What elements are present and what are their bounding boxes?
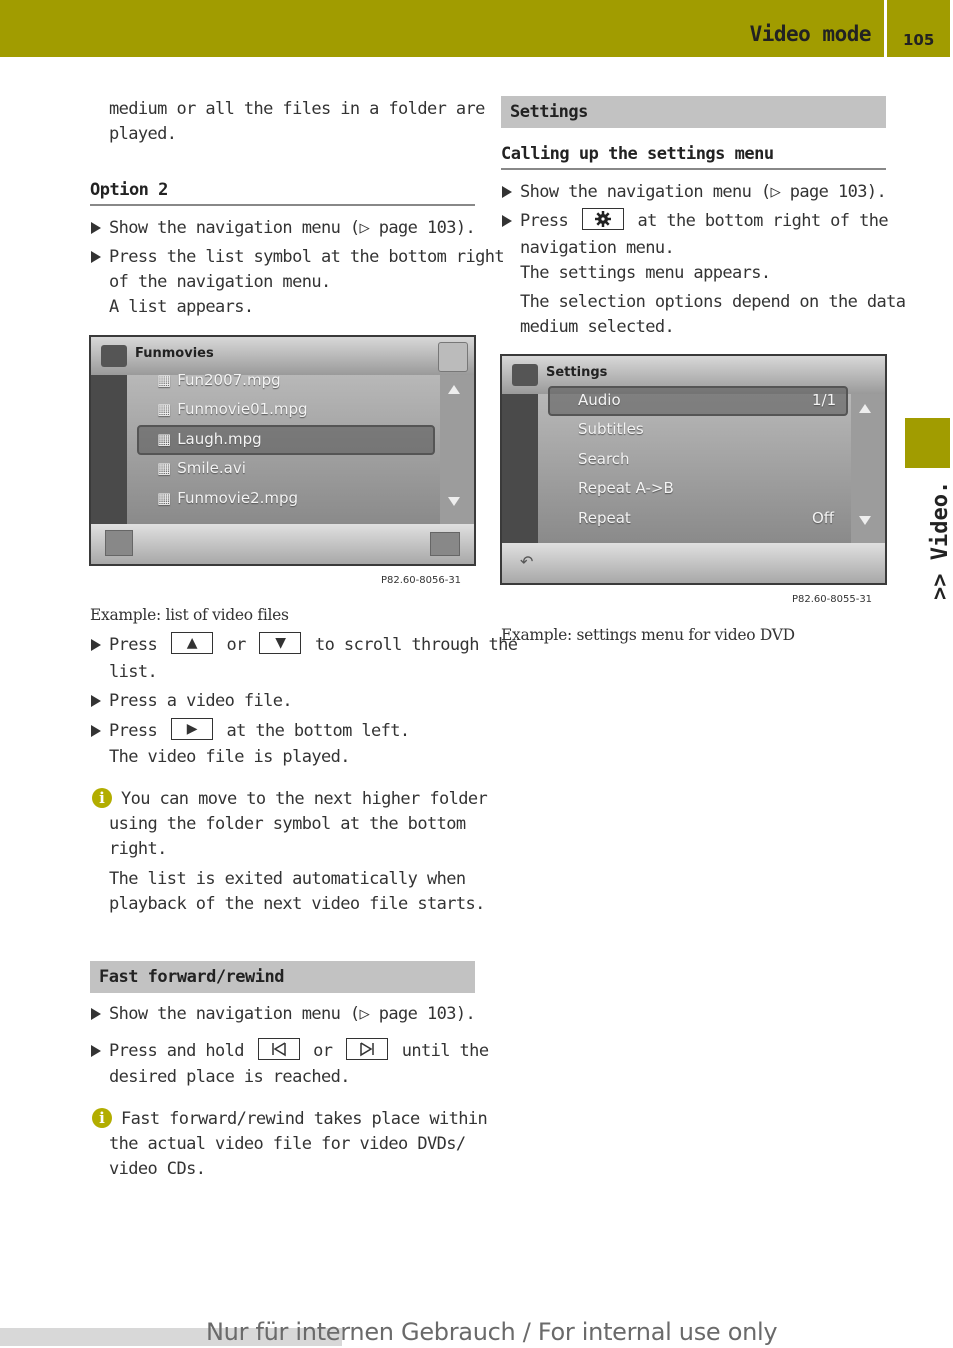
settings-item-audio-value: 1/1: [812, 391, 837, 409]
screen-bottombar: [502, 543, 885, 583]
prev-key-icon: [258, 1038, 300, 1060]
header-divider: [884, 0, 887, 57]
settings-step2: Press at the bottom right of the: [520, 209, 888, 234]
info-icon: i: [92, 1108, 112, 1128]
option2-step2-line2: of the navigation menu.: [109, 272, 331, 292]
heading-rule: [501, 168, 886, 170]
page-number: 105: [903, 31, 935, 49]
bullet-arrow-icon: [91, 725, 101, 737]
info2-line2: the actual video file for video DVDs/: [109, 1134, 466, 1154]
settings-item-repeat-ab: Repeat A->B: [578, 479, 674, 497]
ffwd-step1: Show the navigation menu (▷ page 103).: [109, 1004, 476, 1024]
settings-heading: Settings: [510, 102, 588, 122]
figure-ref-code: P82.60-8055-31: [792, 594, 873, 605]
next-key-icon: [346, 1038, 388, 1060]
intro-line-2: played.: [109, 124, 177, 144]
settings-note-line1: The selection options depend on the data: [520, 292, 906, 312]
bullet-arrow-icon: [91, 1008, 101, 1020]
watermark: Nur für internen Gebrauch / For internal use only: [206, 1318, 778, 1346]
up-key-icon: ▲: [171, 632, 213, 654]
bullet-arrow-icon: [91, 251, 101, 263]
figure-caption: Example: settings menu for video DVD: [501, 626, 795, 644]
list-item: ▦ Fun2007.mpg: [157, 371, 281, 389]
folder-up-icon: [438, 342, 468, 372]
edit-icon: [105, 530, 133, 556]
play-key-icon: ▶: [171, 718, 213, 740]
bullet-arrow-icon: [91, 695, 101, 707]
scroll-up-icon: [448, 385, 460, 394]
screen-left-column: [502, 394, 538, 543]
folder-icon: [430, 532, 460, 556]
page-title: Video mode: [749, 22, 871, 46]
info1-line2: using the folder symbol at the bottom: [109, 814, 466, 834]
option2-heading: Option 2: [90, 180, 168, 200]
screen-left-column: [91, 375, 127, 524]
info2-line3: video CDs.: [109, 1159, 206, 1179]
option2-step1: Show the navigation menu (▷ page 103).: [109, 218, 476, 238]
info-icon: i: [92, 788, 112, 808]
heading-rule: [90, 204, 475, 206]
bullet-arrow-icon: [91, 222, 101, 234]
folder-name: Funmovies: [135, 346, 214, 361]
clapperboard-icon: [101, 345, 127, 367]
info2-line1: Fast forward/rewind takes place within: [121, 1109, 488, 1129]
back-icon: ↶: [520, 552, 534, 571]
ffwd-step2-line2: desired place is reached.: [109, 1067, 350, 1087]
intro-line-1: medium or all the files in a folder are: [109, 99, 485, 119]
settings-step2-line2: navigation menu.: [520, 238, 675, 258]
down-key-icon: ▼: [259, 632, 301, 654]
press-video-step: Press a video file.: [109, 691, 293, 711]
figure-caption: Example: list of video files: [90, 606, 289, 624]
scroll-down-icon: [448, 497, 460, 506]
section-band: [90, 961, 475, 993]
section-band: [501, 96, 886, 128]
settings-step2-result: The settings menu appears.: [520, 263, 771, 283]
settings-item-repeat: Repeat: [578, 509, 631, 527]
option2-step2-line1: Press the list symbol at the bottom right: [109, 247, 505, 267]
video-list-screenshot: [89, 335, 476, 566]
figure-ref-code: P82.60-8056-31: [381, 575, 462, 586]
list-item: ▦ Funmovie01.mpg: [157, 400, 308, 418]
list-item: ▦ Funmovie2.mpg: [157, 489, 299, 507]
bullet-arrow-icon: [502, 186, 512, 198]
play-result: The video file is played.: [109, 747, 350, 767]
info1-line3: right.: [109, 839, 167, 859]
bullet-arrow-icon: [502, 215, 512, 227]
bullet-arrow-icon: [91, 1045, 101, 1057]
settings-note-line2: medium selected.: [520, 317, 675, 337]
screen-bottombar: [91, 524, 474, 564]
list-item: ▦ Laugh.mpg: [157, 430, 262, 448]
ffwd-step2: Press and hold or until the: [109, 1039, 488, 1064]
scroll-step-line2: list.: [109, 662, 158, 682]
settings-step1: Show the navigation menu (▷ page 103).: [520, 182, 887, 202]
list-item: ▦ Smile.avi: [157, 459, 246, 477]
bullet-arrow-icon: [91, 639, 101, 651]
settings-item-subtitles: Subtitles: [578, 420, 644, 438]
ffwd-heading: Fast forward/rewind: [99, 967, 284, 987]
side-tab: [905, 418, 950, 468]
settings-item-audio: Audio: [578, 391, 621, 409]
side-tab-label: >> Video.: [928, 480, 953, 600]
settings-subheading: Calling up the settings menu: [501, 144, 774, 164]
scroll-down-icon: [859, 516, 871, 525]
scroll-up-icon: [859, 404, 871, 413]
settings-item-search: Search: [578, 450, 630, 468]
settings-item-repeat-value: Off: [812, 509, 835, 527]
settings-screen-title: Settings: [546, 365, 608, 380]
info1-line5: playback of the next video file starts.: [109, 894, 485, 914]
play-step: Press ▶ at the bottom left.: [109, 719, 410, 744]
info1-line1: You can move to the next higher folder: [121, 789, 488, 809]
scroll-step: Press ▲ or ▼ to scroll through the: [109, 633, 517, 658]
info1-line4: The list is exited automatically when: [109, 869, 466, 889]
gear-key-icon: [582, 208, 624, 230]
settings-screenshot: [500, 354, 887, 585]
clapperboard-icon: [512, 364, 538, 386]
option2-step2-result: A list appears.: [109, 297, 254, 317]
